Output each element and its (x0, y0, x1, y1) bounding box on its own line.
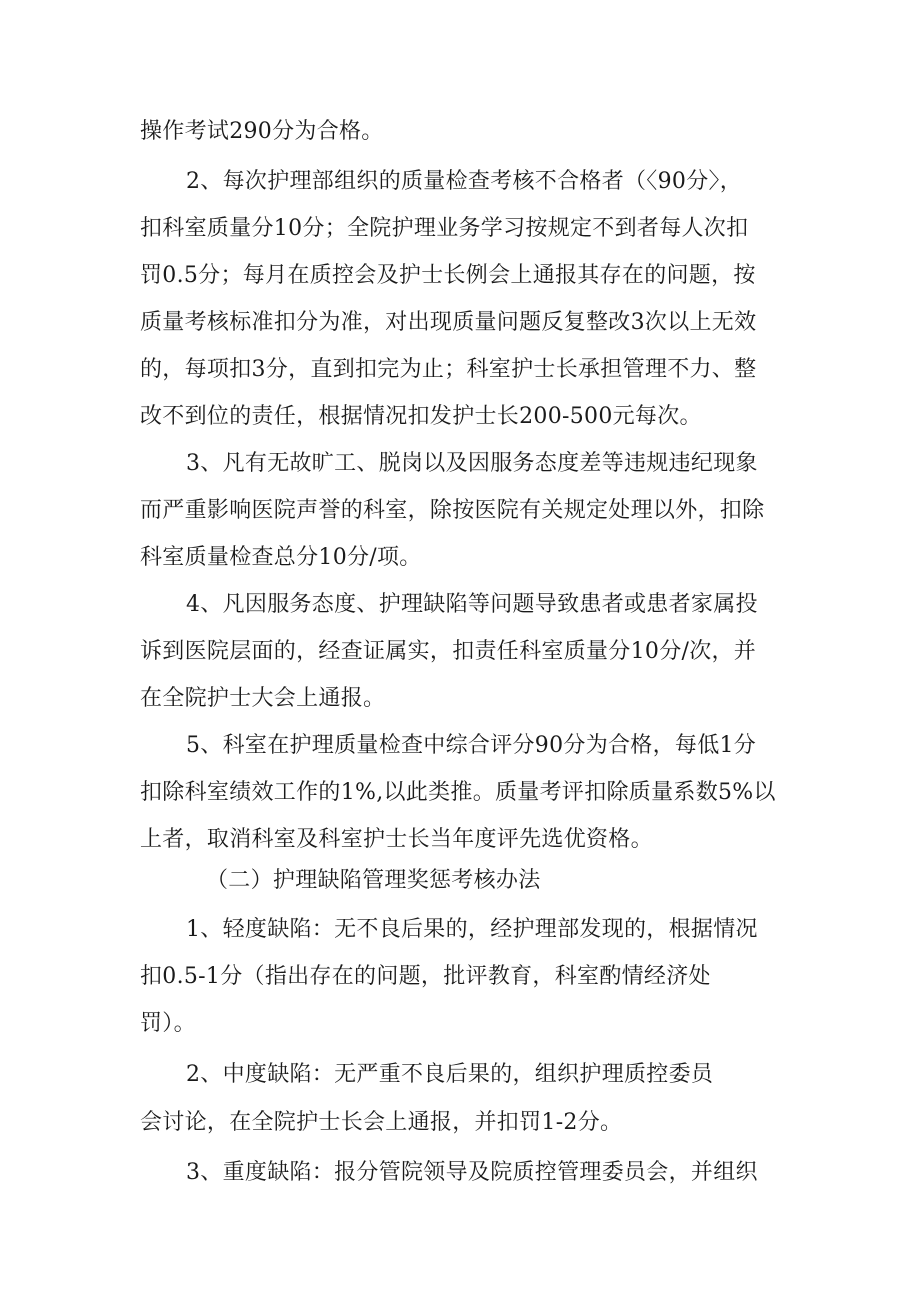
text-line: 扣0.5-1分（指出存在的问题，批评教育，科室酌情经济处 (140, 964, 711, 989)
text-line: 3、凡有无故旷工、脱岗以及因服务态度差等违规违纪现象 (186, 451, 758, 476)
text-line: 1、轻度缺陷：无不良后果的，经护理部发现的，根据情况 (186, 917, 758, 942)
text-line: 会讨论，在全院护士长会上通报，并扣罚1-2分。 (140, 1110, 623, 1135)
text-line: 罚）。 (140, 1011, 196, 1036)
text-line: 改不到位的责任，根据情况扣发护士长200-500元每次。 (140, 404, 702, 429)
text-line: 在全院护士大会上通报。 (140, 686, 386, 711)
text-line: 上者，取消科室及科室护士长当年度评先选优资格。 (140, 827, 653, 852)
text-line: 5、科室在护理质量检查中综合评分90分为合格，每低1分 (186, 733, 757, 758)
text-line: 2、每次护理部组织的质量检查考核不合格者（〈90分〉， (186, 169, 743, 194)
text-line: 2、中度缺陷：无严重不良后果的，组织护理质控委员 (186, 1062, 714, 1087)
text-line: 罚0.5分；每月在质控会及护士长例会上通报其存在的问题，按 (140, 263, 756, 288)
text-line: 扣科室质量分10分；全院护理业务学习按规定不到者每人次扣 (140, 216, 749, 241)
text-line: 扣除科室绩效工作的1%,以此类推。质量考评扣除质量系数5%以 (140, 780, 776, 805)
section-heading: （二）护理缺陷管理奖惩考核办法 (206, 868, 541, 893)
text-line: 操作考试290分为合格。 (140, 119, 384, 144)
text-line: 科室质量检查总分10分/项。 (140, 545, 422, 570)
text-line: 的，每项扣3分，直到扣完为止；科室护士长承担管理不力、整 (140, 357, 757, 382)
text-line: 质量考核标准扣分为准，对出现质量问题反复整改3次以上无效 (140, 310, 757, 335)
text-line: 4、凡因服务态度、护理缺陷等问题导致患者或患者家属投 (186, 592, 758, 617)
text-line: 而严重影响医院声誉的科室，除按医院有关规定处理以外，扣除 (140, 498, 765, 523)
text-line: 3、重度缺陷：报分管院领导及院质控管理委员会，并组织 (186, 1160, 758, 1185)
text-line: 诉到医院层面的，经查证属实，扣责任科室质量分10分/次，并 (140, 639, 757, 664)
